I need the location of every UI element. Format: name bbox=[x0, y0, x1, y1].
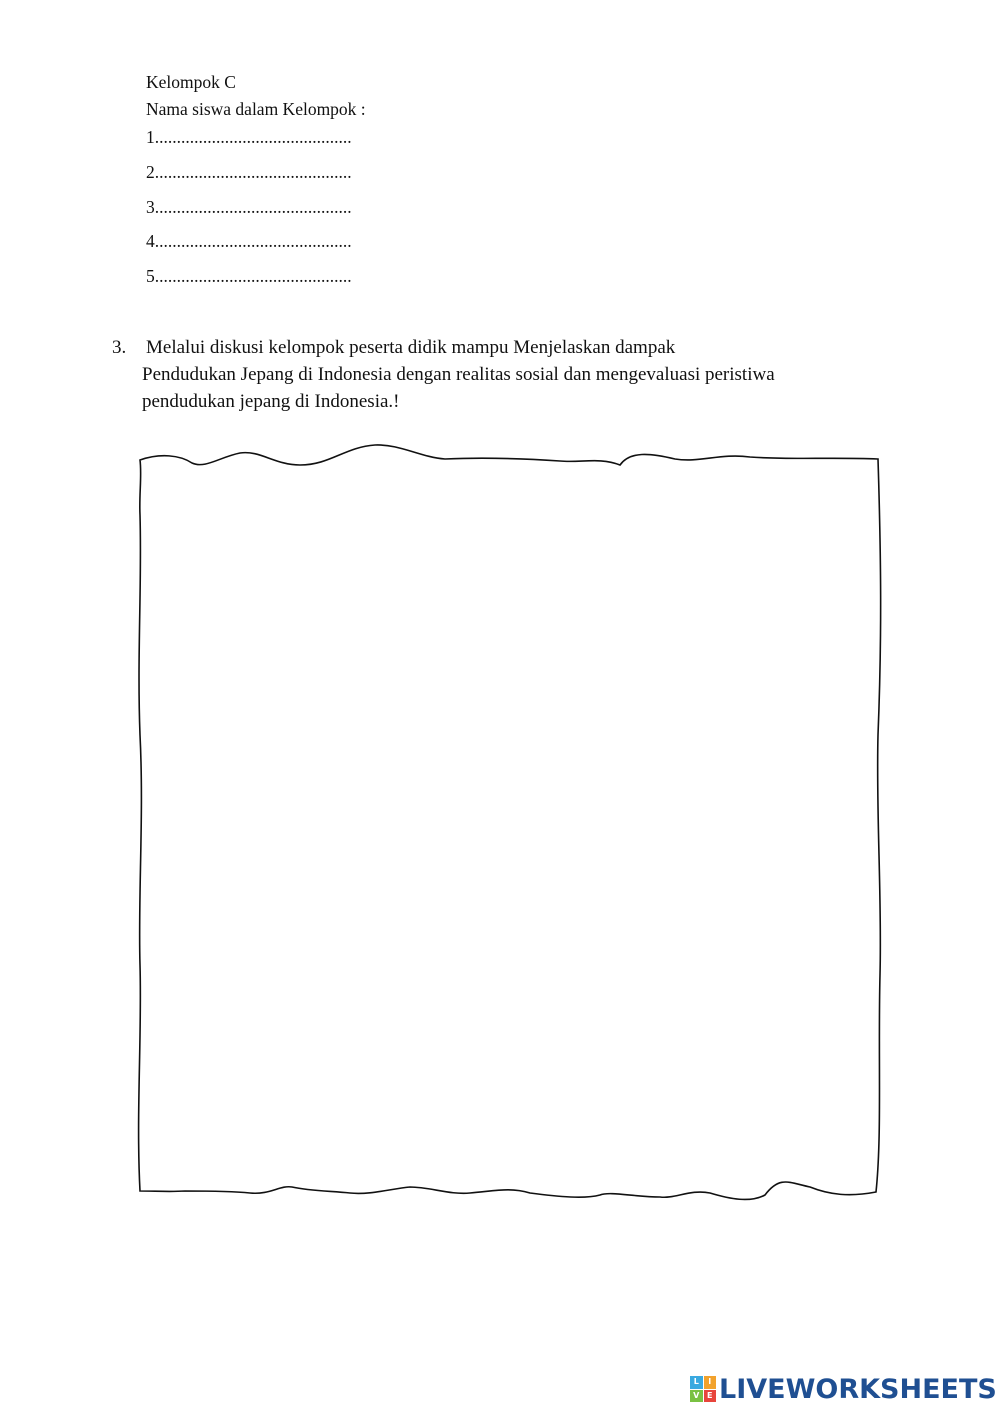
liveworksheets-brand bbox=[690, 1372, 997, 1406]
question-line-1: Melalui diskusi kelompok peserta didik mampu Menjelaskan dampak bbox=[146, 337, 676, 358]
answer-box[interactable] bbox=[130, 435, 890, 1215]
member-line-4[interactable]: 4............................................. bbox=[146, 231, 352, 251]
member-line-3[interactable]: 3............................................. bbox=[146, 197, 352, 217]
liveworksheets-logo-icon bbox=[690, 1376, 716, 1402]
logo-tile-v: V bbox=[690, 1390, 703, 1403]
logo-tile-i: I bbox=[704, 1376, 717, 1389]
brand-name: LIVEWORKSHEETS bbox=[719, 1373, 997, 1405]
group-title: Kelompok C bbox=[146, 72, 236, 92]
question-line-2: Pendudukan Jepang di Indonesia dengan realitas sosial dan mengevaluasi peristiwa bbox=[142, 364, 775, 385]
member-line-5[interactable]: 5............................................. bbox=[146, 266, 352, 286]
question-line-3: pendudukan jepang di Indonesia.! bbox=[142, 391, 400, 412]
question-text bbox=[142, 334, 902, 415]
member-line-2[interactable]: 2............................................. bbox=[146, 162, 352, 182]
logo-tile-e: E bbox=[704, 1390, 717, 1403]
member-line-1[interactable]: 1............................................. bbox=[146, 127, 352, 147]
answer-box-border bbox=[139, 445, 881, 1200]
question-number: 3. bbox=[112, 337, 127, 358]
logo-tile-l: L bbox=[690, 1376, 703, 1389]
members-label: Nama siswa dalam Kelompok : bbox=[146, 99, 366, 119]
